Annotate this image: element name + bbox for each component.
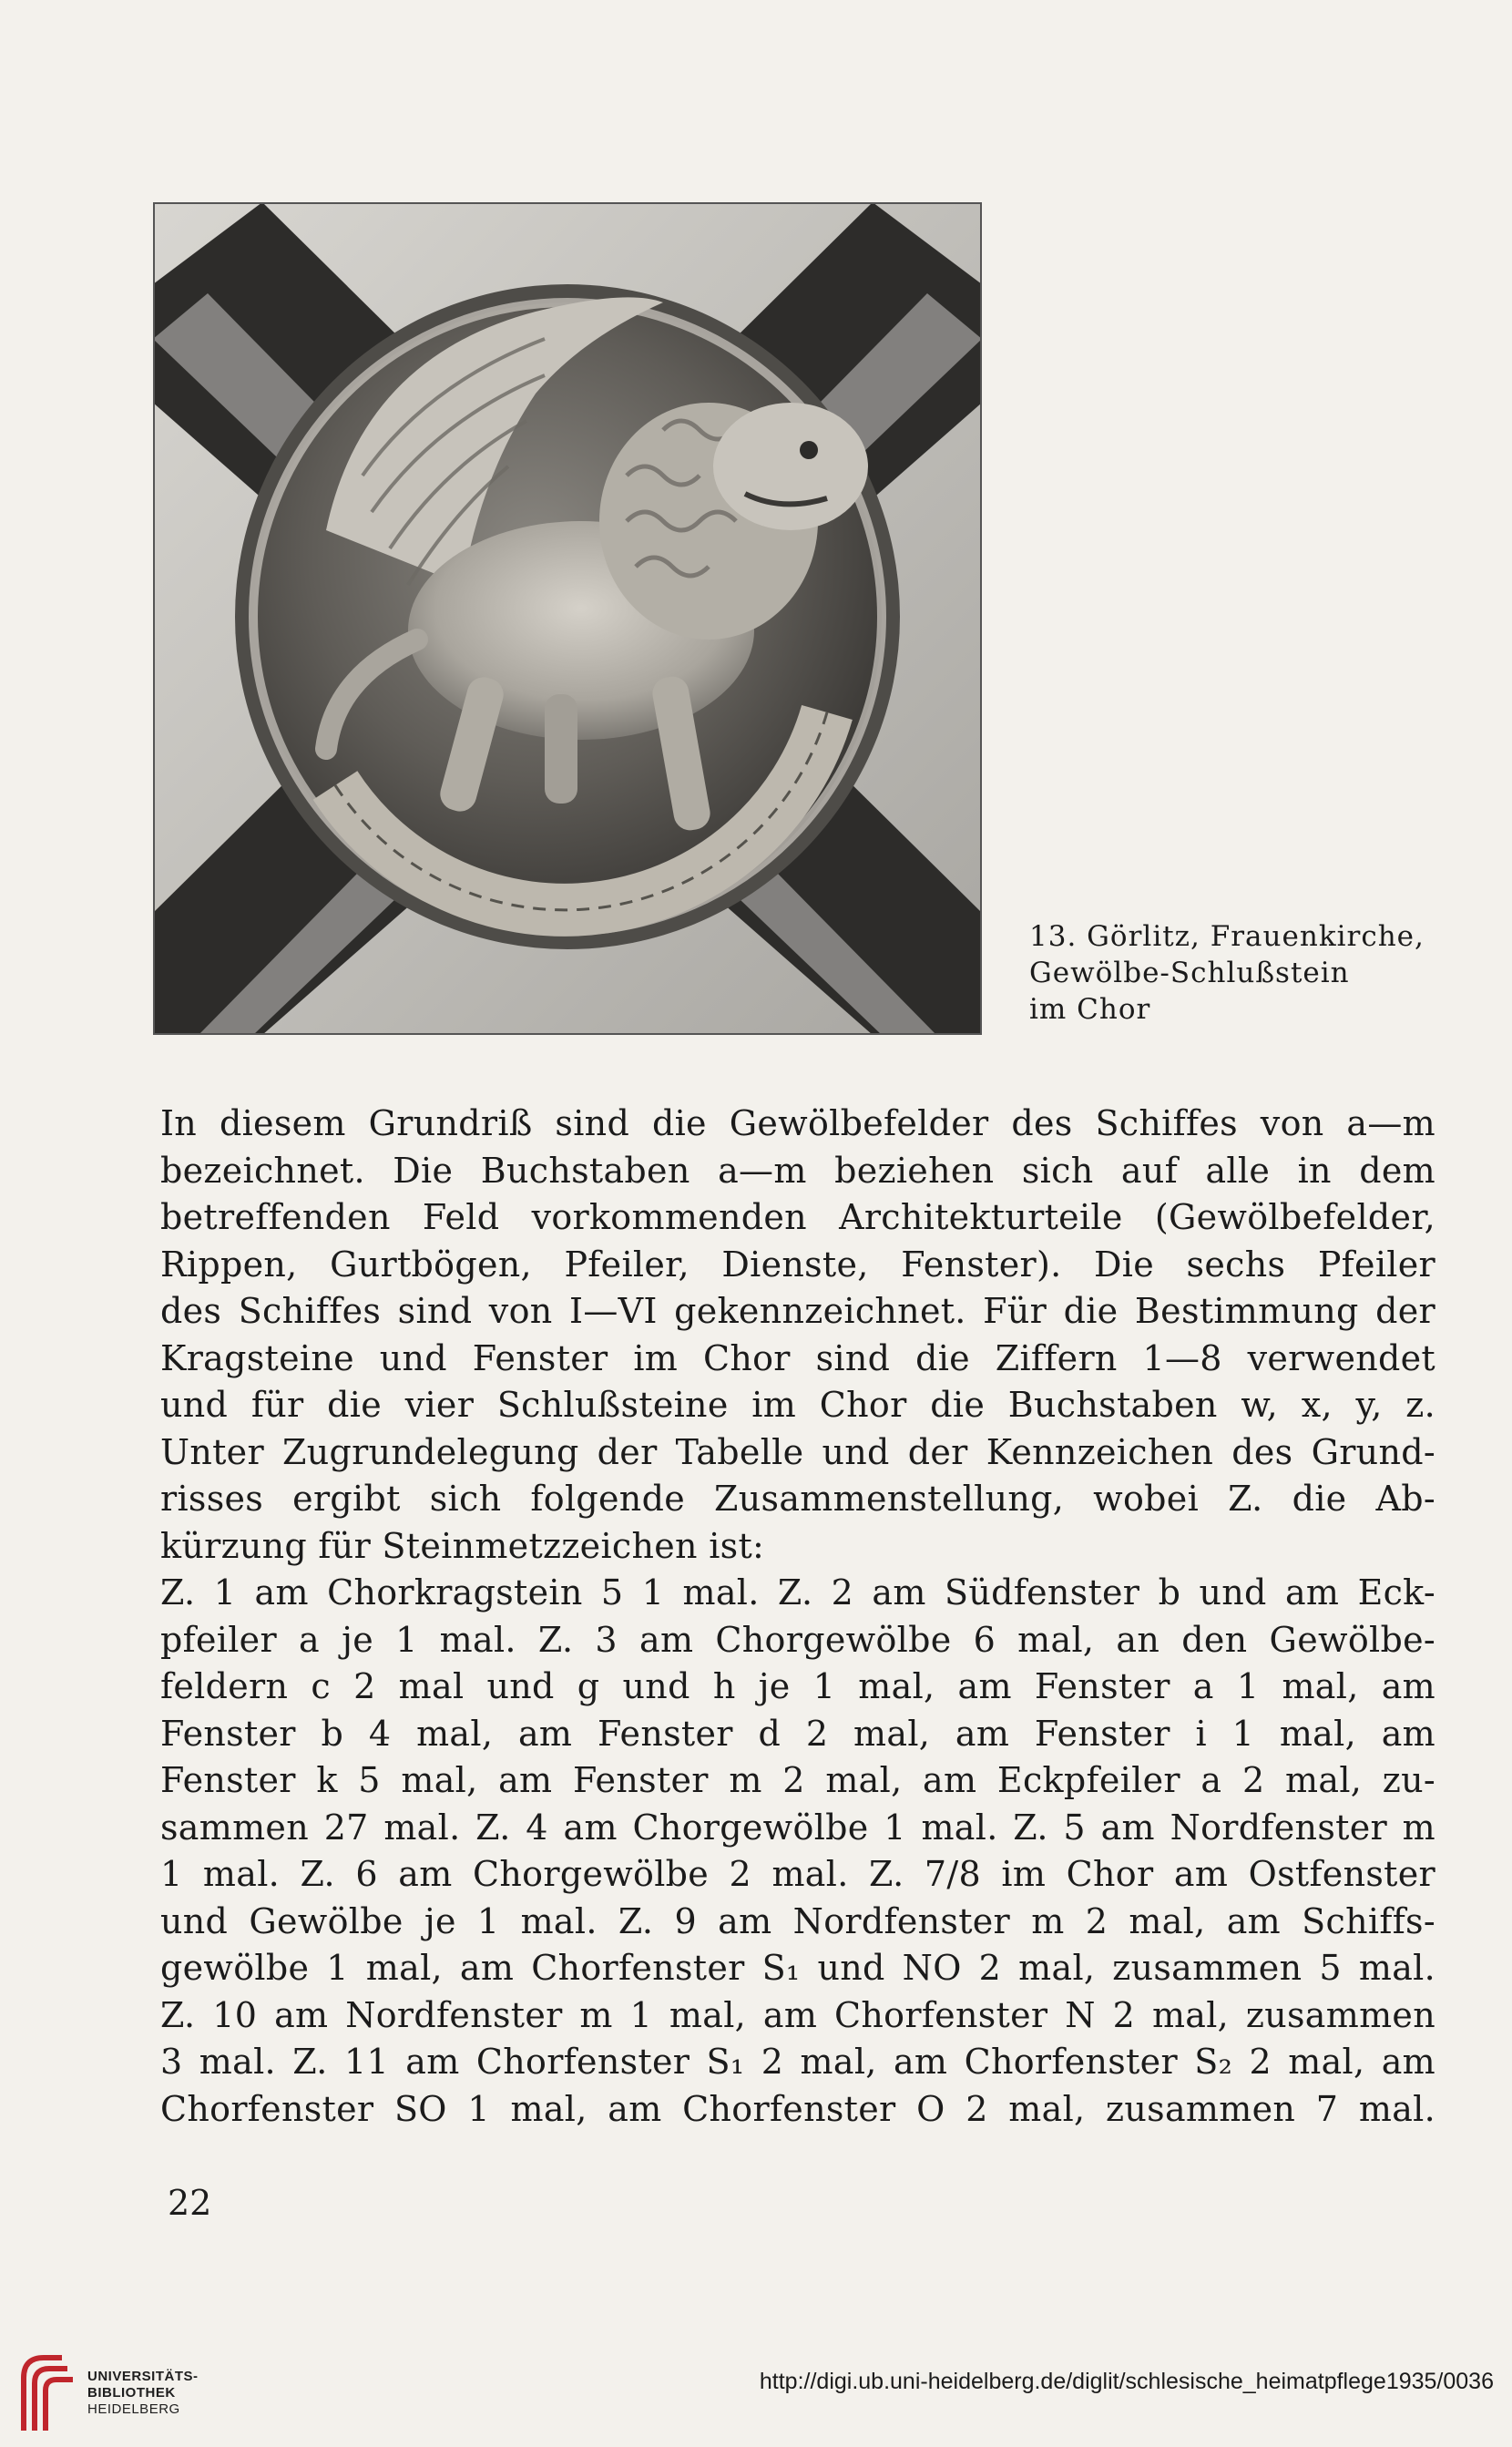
body-line: Z. 10 am Nordfenster m 1 mal, am Chorfenster N 2 mal, zusammen: [160, 1994, 1435, 2035]
library-name-line: BIBLIOTHEK: [87, 2385, 176, 2401]
body-line: kürzung für Steinmetzzeichen ist:: [160, 1525, 765, 1566]
body-line: In diesem Grundriß sind die Gewölbefelder des Schiffes von a—m: [160, 1103, 1435, 1143]
source-url-link[interactable]: http://digi.ub.uni-heidelberg.de/diglit/schlesische_heimatpflege1935/0036: [759, 2369, 1494, 2394]
keystone-image: [153, 202, 982, 1035]
library-name: [87, 2369, 199, 2418]
body-line: des Schiffes sind von I—VI gekennzeichnet. Für die Bestimmung der: [160, 1291, 1435, 1331]
body-line: Unter Zugrundelegung der Tabelle und der Kennzeichen des Grund-: [160, 1431, 1435, 1472]
library-name-line: UNIVERSITÄTS-: [87, 2369, 199, 2384]
caption-line: Gewölbe-Schlußstein: [1029, 957, 1350, 989]
caption-line: im Chor: [1029, 993, 1151, 1026]
body-line: feldern c 2 mal und g und h je 1 mal, am Fenster a 1 mal, am: [160, 1666, 1435, 1706]
body-line: Chorfenster SO 1 mal, am Chorfenster O 2 mal, zusammen 7 mal.: [160, 2088, 1435, 2129]
body-line: Rippen, Gurtbögen, Pfeiler, Dienste, Fenster). Die sechs Pfeiler: [160, 1244, 1435, 1285]
body-line: betreffenden Feld vorkommenden Architekturteile (Gewölbefelder,: [160, 1197, 1435, 1237]
body-line: bezeichnet. Die Buchstaben a—m beziehen sich auf alle in dem: [160, 1150, 1435, 1191]
figure-caption: [1029, 918, 1485, 1028]
caption-line: 13. Görlitz, Frauenkirche,: [1029, 920, 1425, 953]
body-line: pfeiler a je 1 mal. Z. 3 am Chorgewölbe 6 mal, an den Gewölbe-: [160, 1619, 1435, 1660]
footer: [0, 2332, 1512, 2447]
library-name-line: HEIDELBERG: [87, 2401, 180, 2417]
body-line: Kragsteine und Fenster im Chor sind die Ziffern 1—8 verwendet: [160, 1337, 1435, 1378]
body-line: sammen 27 mal. Z. 4 am Chorgewölbe 1 mal. Z. 5 am Nordfenster m: [160, 1807, 1435, 1848]
body-line: Z. 1 am Chorkragstein 5 1 mal. Z. 2 am Südfenster b und am Eck-: [160, 1572, 1435, 1613]
page-number: 22: [168, 2183, 212, 2223]
body-line: 1 mal. Z. 6 am Chorgewölbe 2 mal. Z. 7/8 im Chor am Ostfenster: [160, 1854, 1435, 1894]
body-line: und für die vier Schlußsteine im Chor die Buchstaben w, x, y, z.: [160, 1385, 1435, 1425]
body-line: Fenster b 4 mal, am Fenster d 2 mal, am Fenster i 1 mal, am: [160, 1713, 1435, 1754]
body-line: und Gewölbe je 1 mal. Z. 9 am Nordfenster m 2 mal, am Schiffs-: [160, 1900, 1435, 1941]
keystone-photograph: [153, 202, 982, 1035]
library-logo-icon: [16, 2350, 80, 2432]
body-paragraph: [160, 1101, 1435, 2133]
body-line: gewölbe 1 mal, am Chorfenster S₁ und NO 2 mal, zusammen 5 mal.: [160, 1948, 1435, 1988]
body-line: 3 mal. Z. 11 am Chorfenster S₁ 2 mal, am Chorfenster S₂ 2 mal, am: [160, 2042, 1435, 2082]
body-line: Fenster k 5 mal, am Fenster m 2 mal, am Eckpfeiler a 2 mal, zu-: [160, 1760, 1435, 1800]
body-line: risses ergibt sich folgende Zusammenstellung, wobei Z. die Ab-: [160, 1479, 1435, 1519]
